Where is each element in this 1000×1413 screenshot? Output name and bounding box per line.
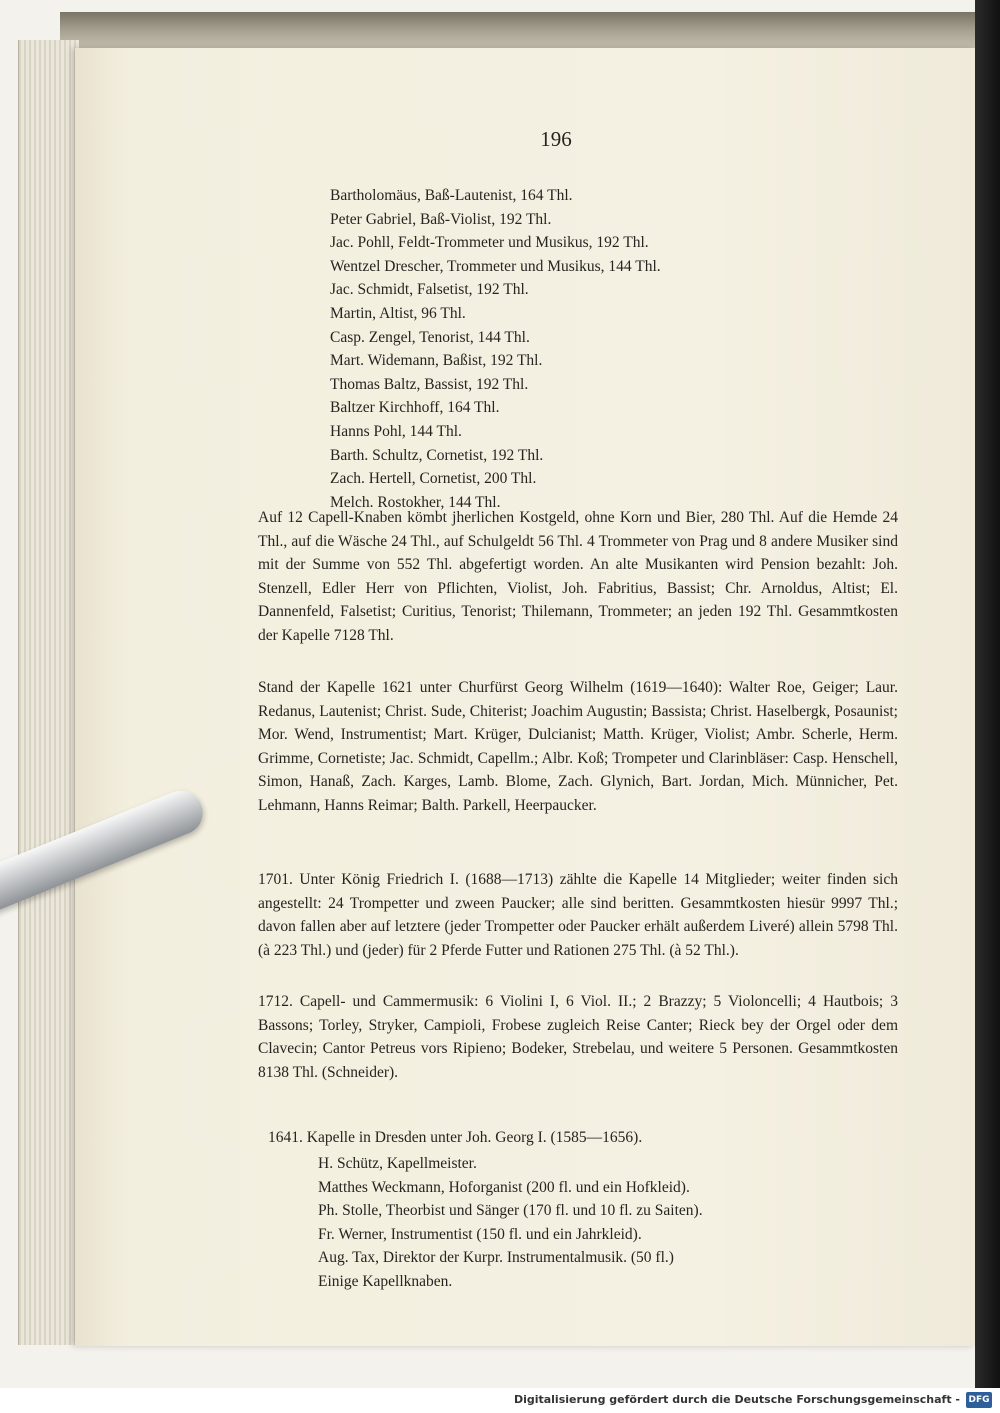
footer-credit: Digitalisierung gefördert durch die Deutsche Forschungsgemeinschaft -	[513, 1393, 960, 1406]
heading-1641: 1641. Kapelle in Dresden unter Joh. Georg I. (1585—1656).	[268, 1129, 643, 1146]
roster-line: Casp. Zengel, Tenorist, 144 Thl.	[330, 328, 530, 346]
member-line: Einige Kapellknaben.	[318, 1272, 453, 1290]
paragraph-capell-knaben: Auf 12 Capell-Knaben kömbt jherlichen Kostgeld, ohne Korn und Bier, 280 Thl. Auf die Hemde 24 Thl., auf die Wäsche 24 Thl., auf Schulgeldt 56 Thl. 4 Trommeter von Prag und 8 andere Musiker sind mit der Summe von 552 Thl. abgefertigt worden. An alte Musikanten wird Pension bezahlt: Joh. Stenzell, Edler Herr von Pflichten, Violist, Joh. Fabritius, Bassist; Chr. Arnoldus, Altist; El. Dannenfeld, Falsetist; Curitius, Tenorist; Thilemann, Trommeter; an jeden 192 Thl. Gesammtkosten der Kapelle 7128 Thl.	[258, 509, 898, 644]
member-line: Matthes Weckmann, Hoforganist (200 fl. und ein Hofkleid).	[318, 1178, 690, 1196]
roster-line: Peter Gabriel, Baß-Violist, 192 Thl.	[330, 210, 552, 228]
paragraph-1701: 1701. Unter König Friedrich I. (1688—1713) zählte die Kapelle 14 Mitglieder; weiter finden sich angestellt: 24 Trompetter und zween Paucker; alle sind beritten. Gesammtkosten hiesür 9997 Thl.; davon fallen aber auf letztere (jeder Trompetter oder Paucker erhält außerdem Liveré) allein 5798 Thl. (à 223 Thl.) und (jeder) für 2 Pferde Futter und Rationen 275 Thl. (à 52 Thl.).	[258, 871, 898, 959]
roster-line: Bartholomäus, Baß-Lautenist, 164 Thl.	[330, 187, 573, 204]
roster-line: Barth. Schultz, Cornetist, 192 Thl.	[330, 446, 544, 464]
roster-line: Thomas Baltz, Bassist, 192 Thl.	[330, 375, 529, 393]
book-page-edges	[18, 40, 79, 1345]
page-number: 196	[540, 127, 572, 151]
member-line: Fr. Werner, Instrumentist (150 fl. und ein Jahrkleid).	[318, 1225, 642, 1243]
book-spine	[975, 0, 1000, 1388]
member-line: H. Schütz, Kapellmeister.	[318, 1155, 477, 1172]
roster-line: Mart. Widemann, Baßist, 192 Thl.	[330, 352, 543, 370]
paragraph-1712: 1712. Capell- und Cammermusik: 6 Violini I, 6 Viol. II.; 2 Brazzy; 5 Violoncelli; 4 Hautbois; 3 Bassons; Torley, Stryker, Campioli, Frobese zugleich Reise Canter; Rieck bey der Orgel oder dem Clavecin; Cantor Petreus vors Ripieno; Bodeker, Strebelau, und weitere 5 Personen. Gesammtkosten 8138 Thl. (Schneider).	[258, 993, 898, 1081]
roster-line: Jac. Schmidt, Falsetist, 192 Thl.	[330, 281, 529, 299]
paragraph-kapelle-1621: Stand der Kapelle 1621 unter Churfürst Georg Wilhelm (1619—1640): Walter Roe, Geiger; Laur. Redanus, Lautenist; Christ. Sude, Chiterist; Joachim Augustin; Bassista; Christ. Haselbergk, Posaunist; Mor. Wend, Instrumentist; Mart. Krüger, Dulcianist; Matth. Krüger, Violist; Ambr. Scherle, Herm. Grimme, Cornetiste; Jac. Schmidt, Capellm.; Albr. Koß; Trompeter und Clarinbläser: Casp. Henschell, Simon, Hanaß, Zach. Karges, Lamb. Blome, Zach. Glynich, Bart. Jordan, Mich. Münnicher, Pet. Lehmann, Hanns Reimar; Balth. Parkell, Heerpaucker.	[258, 679, 898, 814]
dfg-logo: DFG	[966, 1392, 992, 1408]
member-line: Aug. Tax, Direktor der Kurpr. Instrumentalmusik. (50 fl.)	[318, 1249, 674, 1267]
roster-line: Melch. Rostokher, 144 Thl.	[330, 493, 501, 511]
roster-line: Wentzel Drescher, Trommeter und Musikus, 144 Thl.	[330, 257, 661, 275]
roster-line: Martin, Altist, 96 Thl.	[330, 304, 466, 322]
digitization-footer	[0, 1388, 1000, 1413]
roster-line: Zach. Hertell, Cornetist, 200 Thl.	[330, 470, 537, 488]
members-1641-list	[318, 1152, 898, 1294]
roster-line: Baltzer Kirchhoff, 164 Thl.	[330, 399, 500, 417]
roster-line: Hanns Pohl, 144 Thl.	[330, 422, 462, 440]
member-line: Ph. Stolle, Theorbist und Sänger (170 fl. und 10 fl. zu Saiten).	[318, 1202, 703, 1220]
roster-line: Jac. Pohll, Feldt-Trommeter und Musikus, 192 Thl.	[330, 234, 649, 252]
musician-roster	[330, 184, 890, 514]
